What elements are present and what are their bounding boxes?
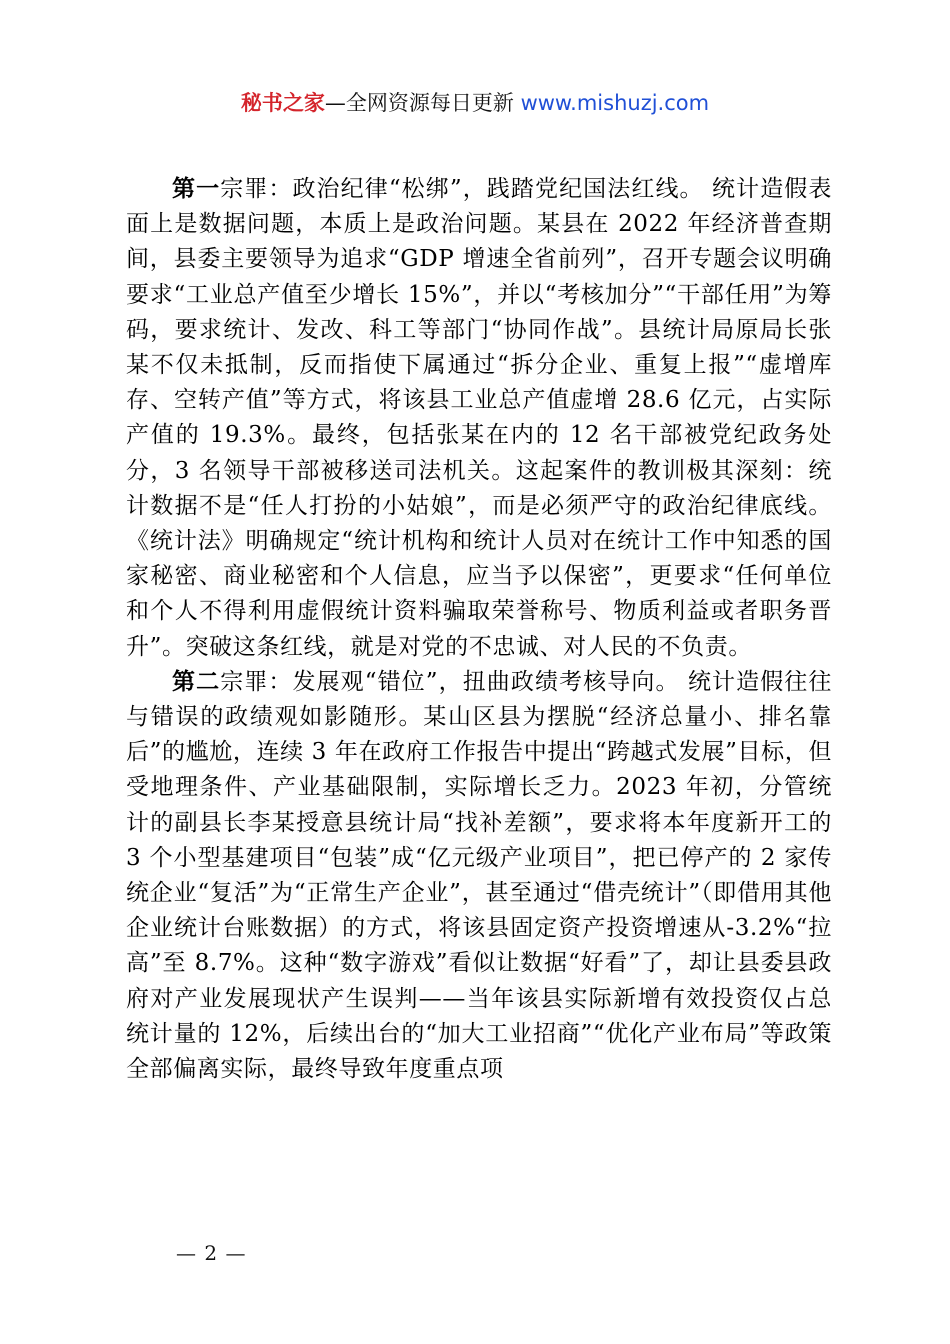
brand-name: 秘书之家	[240, 91, 325, 115]
website-link[interactable]: www.mishuzj.com	[520, 91, 710, 115]
page-number: — 2 —	[176, 1241, 247, 1265]
header-tagline: —全网资源每日更新	[324, 91, 521, 115]
paragraph-second-sin	[126, 665, 832, 1087]
paragraph-lead: 第一	[172, 176, 221, 202]
document-body	[126, 172, 832, 1087]
site-header	[0, 86, 950, 120]
paragraph-text: 宗罪：政治纪律“松绑”，践踏党纪国法红线。 统计造假表面上是数据问题，本质上是政治问题。某县在 2022 年经济普查期间，县委主要领导为追求“GDP 增速全省前列”，召开专题会议明确要求“工业总产值至少增长 15%”，并以“考核加分”“干部任用”为筹码，要求统计、发改、科工等部门“协同作战”。县统计局原局长张某不仅未抵制，反而指使下属通过“拆分企业、重复上报”“虚增库存、空转产值”等方式，将该县工业总产值虚增 28.6 亿元，占实际产值的 19.3%。最终，包括张某在内的 12 名干部被党纪政务处分，3 名领导干部被移送司法机关。这起案件的教训极其深刻：统计数据不是“任人打扮的小姑娘”，而是必须严守的政治纪律底线。《统计法》明确规定“统计机构和统计人员对在统计工作中知悉的国家秘密、商业秘密和个人信息，应当予以保密”，更要求“任何单位和个人不得利用虚假统计资料骗取荣誉称号、物质利益或者职务晋升”。突破这条红线，就是对党的不忠诚、对人民的不负责。	[126, 176, 832, 660]
paragraph-first-sin	[126, 172, 832, 665]
paragraph-text: 宗罪：发展观“错位”，扭曲政绩考核导向。 统计造假往往与错误的政绩观如影随形。某山区县为摆脱“经济总量小、排名靠后”的尴尬，连续 3 年在政府工作报告中提出“跨越式发展”目标，但受地理条件、产业基础限制，实际增长乏力。2023 年初，分管统计的副县长李某授意县统计局“找补差额”，要求将本年度新开工的 3 个小型基建项目“包装”成“亿元级产业项目”，把已停产的 2 家传统企业“复活”为“正常生产企业”，甚至通过“借壳统计”（即借用其他企业统计台账数据）的方式，将该县固定资产投资增速从-3.2%“拉高”至 8.7%。这种“数字游戏”看似让数据“好看”了，却让县委县政府对产业发展现状产生误判——当年该县实际新增有效投资仅占总统计量的 12%，后续出台的“加大工业招商”“优化产业布局”等政策全部偏离实际，最终导致年度重点项	[126, 668, 832, 1083]
paragraph-lead: 第二	[172, 668, 221, 695]
